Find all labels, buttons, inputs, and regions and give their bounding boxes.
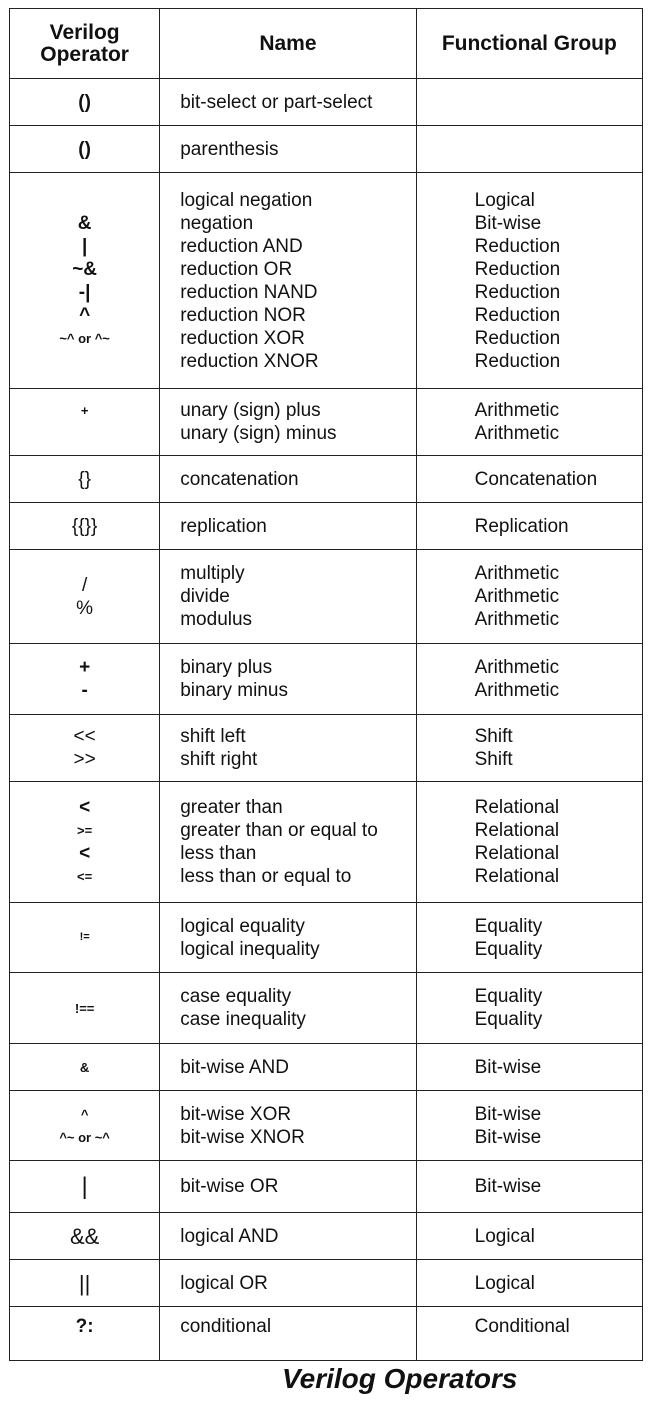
operator-cell: {{}} xyxy=(10,503,160,550)
table-row xyxy=(10,1260,643,1307)
operator-cell: !== xyxy=(10,973,160,1044)
table-row xyxy=(10,973,643,1044)
header-operator: Verilog Operator xyxy=(10,9,160,79)
name-cell: parenthesis xyxy=(160,126,416,173)
table-row xyxy=(10,503,643,550)
operator-cell: & | ~& -| ^ ~^ or ^~ xyxy=(10,173,160,389)
group-cell: Bit-wise xyxy=(416,1161,642,1213)
name-cell: logical OR xyxy=(160,1260,416,1307)
group-cell: Relational Relational Relational Relational xyxy=(416,782,642,903)
group-cell xyxy=(416,126,642,173)
name-cell: logical negation negation reduction AND reduction OR reduction NAND reduction NOR reduction XOR reduction XNOR xyxy=(160,173,416,389)
table-row xyxy=(10,456,643,503)
operator-cell: < >= < <= xyxy=(10,782,160,903)
operator-cell: | xyxy=(10,1161,160,1213)
table-row xyxy=(10,644,643,715)
group-cell: Conditional xyxy=(416,1307,642,1361)
group-cell: Concatenation xyxy=(416,456,642,503)
table-row xyxy=(10,1161,643,1213)
name-cell: shift left shift right xyxy=(160,715,416,782)
operator-cell: () xyxy=(10,79,160,126)
name-cell: conditional xyxy=(160,1307,416,1361)
name-cell: bit-wise XOR bit-wise XNOR xyxy=(160,1091,416,1161)
header-name: Name xyxy=(160,9,416,79)
operator-cell: || xyxy=(10,1260,160,1307)
operator-cell: ?: xyxy=(10,1307,160,1361)
table-row xyxy=(10,1091,643,1161)
table-row xyxy=(10,79,643,126)
name-cell: binary plus binary minus xyxy=(160,644,416,715)
group-cell: Bit-wise xyxy=(416,1044,642,1091)
figure-caption: Verilog Operators xyxy=(282,1363,518,1394)
group-cell: Arithmetic Arithmetic xyxy=(416,644,642,715)
table-row xyxy=(10,173,643,389)
operator-cell: ^ ^~ or ~^ xyxy=(10,1091,160,1161)
table-row xyxy=(10,550,643,644)
name-cell: bit-wise OR xyxy=(160,1161,416,1213)
name-cell: unary (sign) plus unary (sign) minus xyxy=(160,389,416,456)
name-cell: logical equality logical inequality xyxy=(160,903,416,973)
name-cell: replication xyxy=(160,503,416,550)
group-cell: Arithmetic Arithmetic Arithmetic xyxy=(416,550,642,644)
group-cell: Equality Equality xyxy=(416,973,642,1044)
group-cell: Replication xyxy=(416,503,642,550)
name-cell: bit-wise AND xyxy=(160,1044,416,1091)
group-cell: Shift Shift xyxy=(416,715,642,782)
table-row xyxy=(10,389,643,456)
operator-cell: {} xyxy=(10,456,160,503)
operator-cell: / % xyxy=(10,550,160,644)
operator-cell: != xyxy=(10,903,160,973)
table-row xyxy=(10,903,643,973)
name-cell: logical AND xyxy=(160,1213,416,1260)
operator-cell: + - xyxy=(10,644,160,715)
name-cell: concatenation xyxy=(160,456,416,503)
operator-cell: & xyxy=(10,1044,160,1091)
table-row xyxy=(10,782,643,903)
header-row xyxy=(10,9,643,79)
group-cell: Logical xyxy=(416,1213,642,1260)
group-cell: Equality Equality xyxy=(416,903,642,973)
operators-table xyxy=(9,8,643,1361)
operator-cell: + xyxy=(10,389,160,456)
group-cell xyxy=(416,79,642,126)
table-row xyxy=(10,1044,643,1091)
operator-cell: () xyxy=(10,126,160,173)
name-cell: bit-select or part-select xyxy=(160,79,416,126)
table-row xyxy=(10,1213,643,1260)
group-cell: Logical Bit-wise Reduction Reduction Reduction Reduction Reduction Reduction xyxy=(416,173,642,389)
table-row xyxy=(10,715,643,782)
header-functional-group: Functional Group xyxy=(416,9,642,79)
group-cell: Logical xyxy=(416,1260,642,1307)
table-row xyxy=(10,126,643,173)
name-cell: multiply divide modulus xyxy=(160,550,416,644)
name-cell: case equality case inequality xyxy=(160,973,416,1044)
group-cell: Bit-wise Bit-wise xyxy=(416,1091,642,1161)
operator-cell: << >> xyxy=(10,715,160,782)
name-cell: greater than greater than or equal to less than less than or equal to xyxy=(160,782,416,903)
table-row xyxy=(10,1307,643,1361)
group-cell: Arithmetic Arithmetic xyxy=(416,389,642,456)
operator-cell: && xyxy=(10,1213,160,1260)
